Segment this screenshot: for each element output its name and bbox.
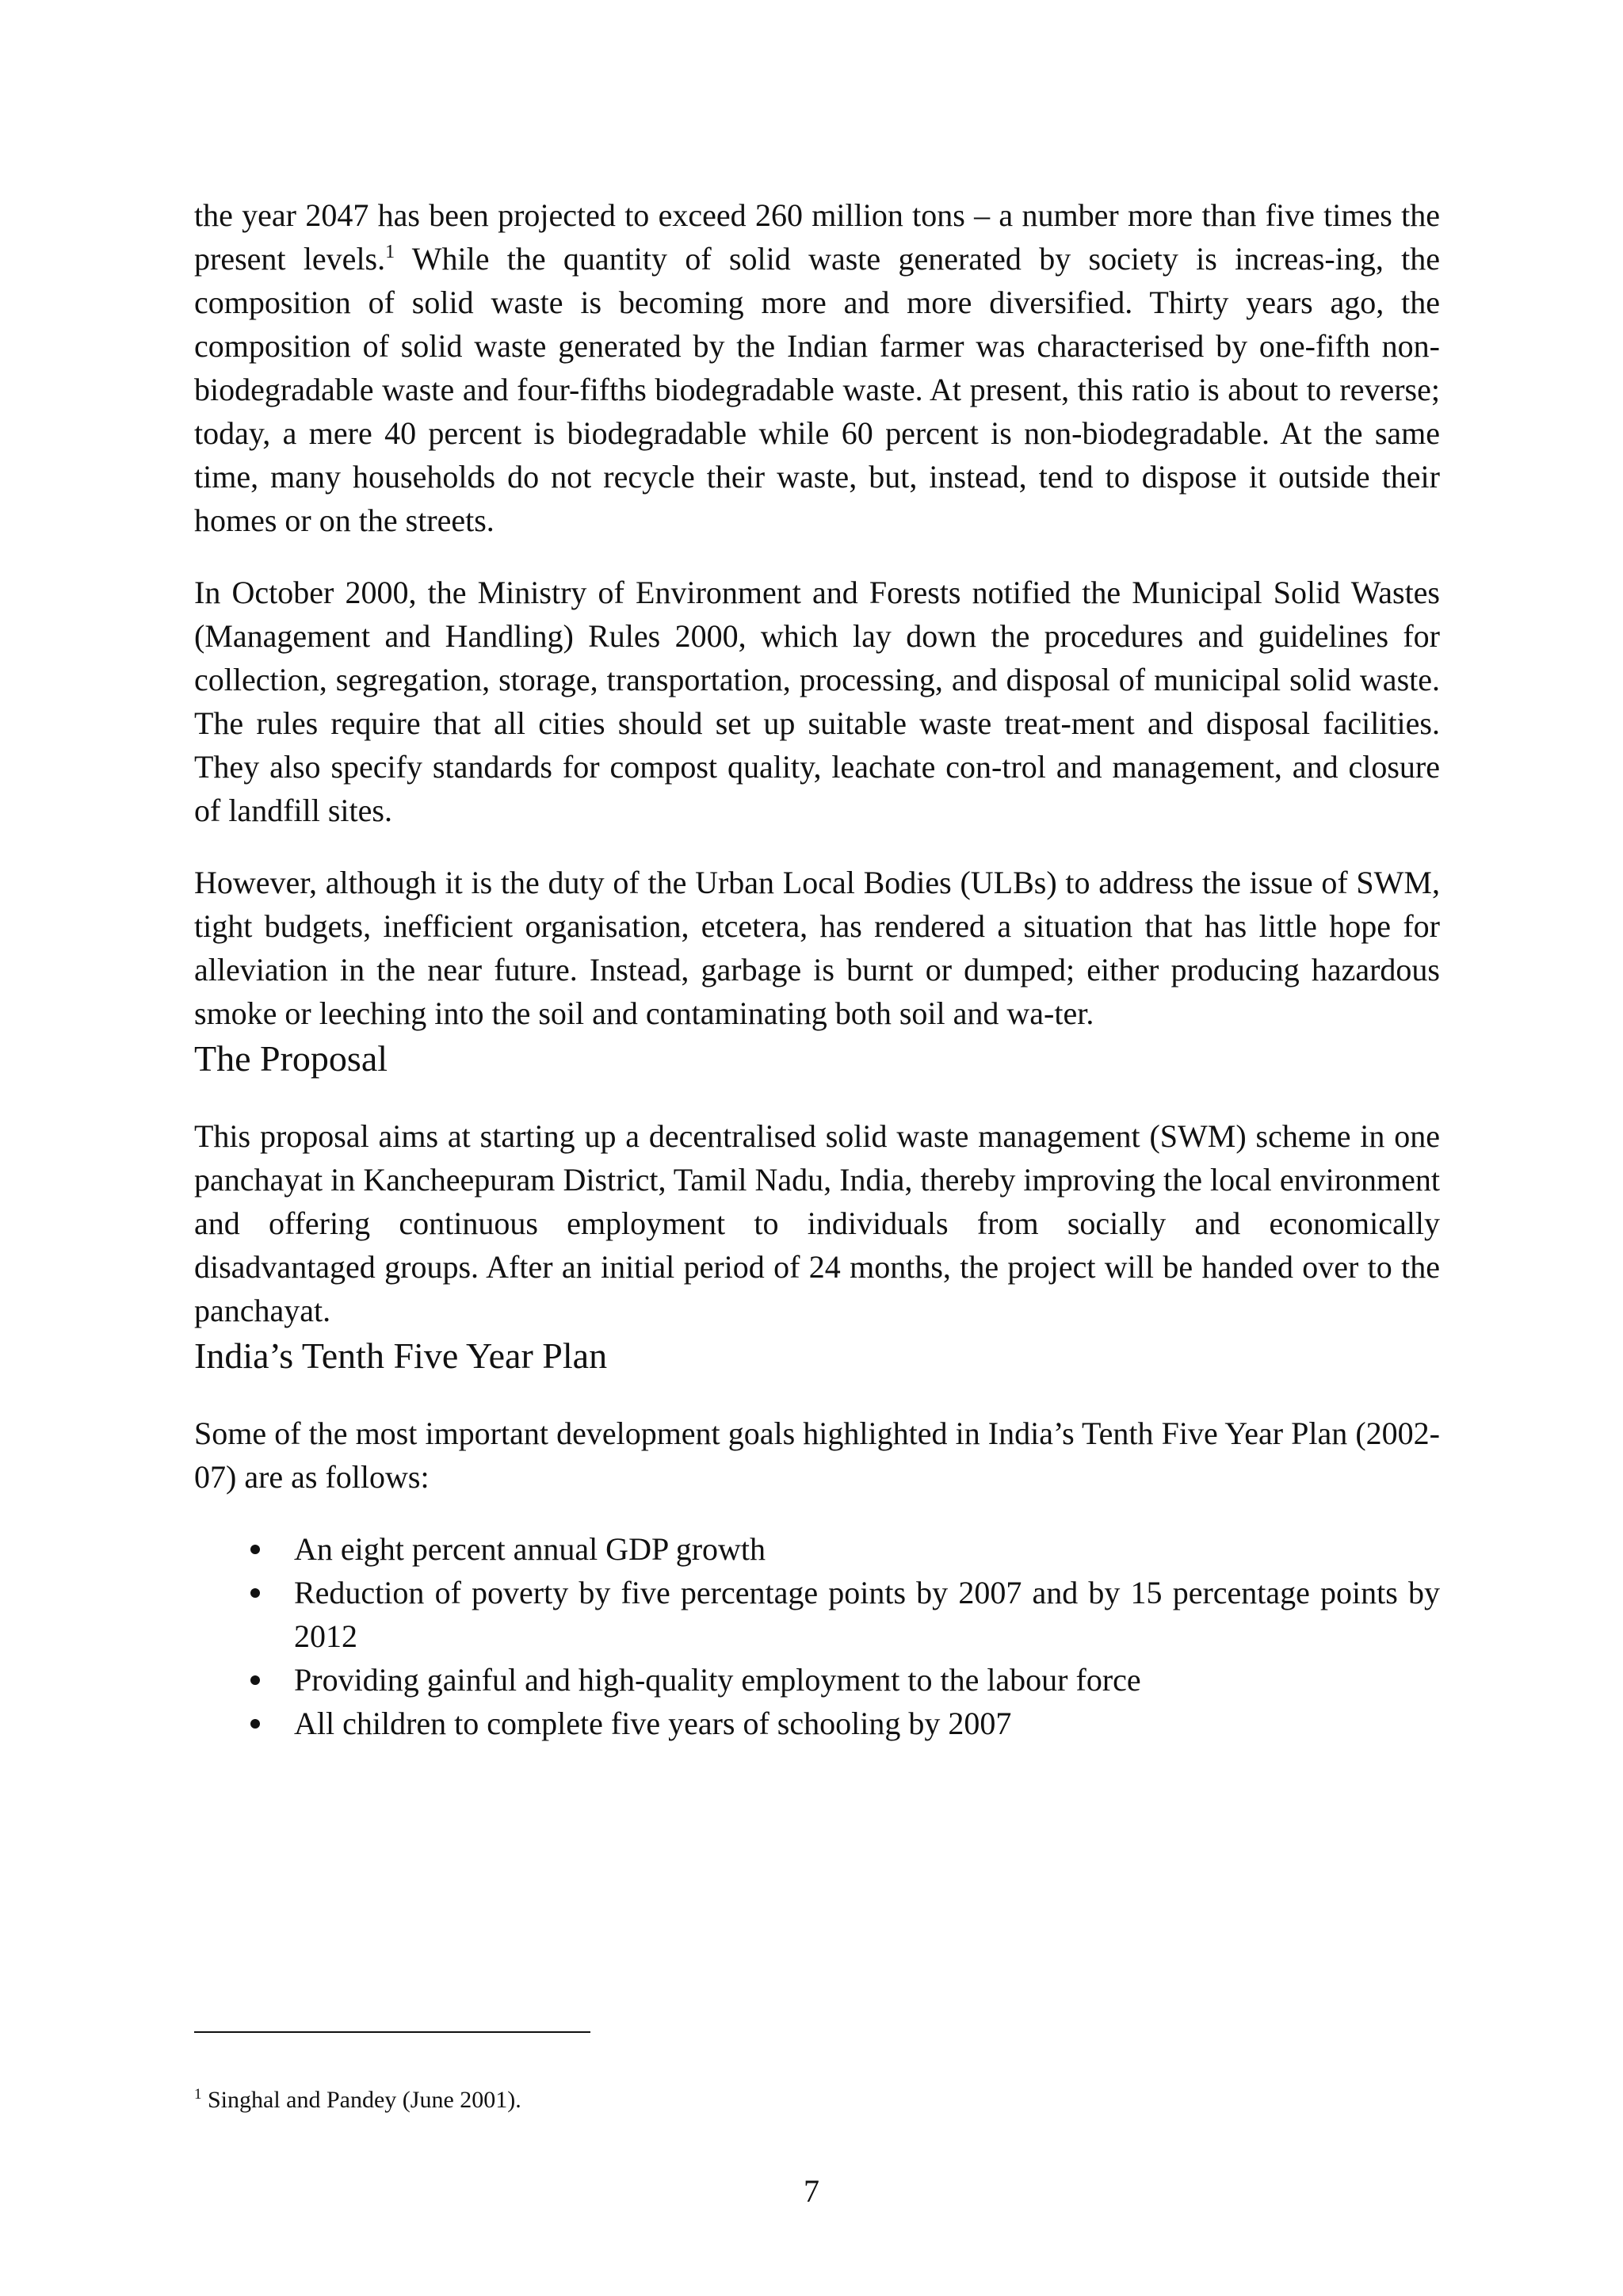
goal-text: An eight percent annual GDP growth: [294, 1531, 766, 1567]
bullet-icon: [250, 1588, 260, 1598]
footnote-divider: [194, 2031, 590, 2033]
section-heading-proposal: The Proposal: [194, 1038, 388, 1079]
list-item: [194, 1702, 1440, 1745]
body-paragraph-3: However, although it is the duty of the Urban Local Bodies (ULBs) to address the issue of SWM, tight budgets, inefficient organisation, etcetera, has rendered a situation that has little hope for alleviation in the near future. Instead, garbage is burnt or dumped; either producing hazardous smoke or leeching into the soil and contaminating both soil and wa-ter.: [194, 865, 1440, 1031]
bullet-icon: [250, 1719, 260, 1729]
list-item: [194, 1658, 1440, 1702]
list-item: [194, 1527, 1440, 1571]
body-paragraph-1: [194, 193, 1440, 542]
section-heading-tenth-plan: India’s Tenth Five Year Plan: [194, 1335, 608, 1376]
footnote-text: Singhal and Pandey (June 2001).: [201, 2087, 521, 2113]
paragraph-1-text-end: While the quantity of solid waste generated by society is increas-ing, the composition of solid waste is becoming more and more diversified. Thirty years ago, the composition of solid waste generated by the Indian farmer was characterised by one-fifth non-biodegradable waste and four-fifths biodegradable waste. At present, this ratio is about to reverse; today, a mere 40 percent is biodegradable while 60 percent is non-biodegradable. At the same time, many households do not recycle their waste, but, instead, tend to dispose it outside their homes or on the streets.: [194, 241, 1440, 538]
plan-intro-paragraph: Some of the most important development goals highlighted in India’s Tenth Five Year Plan (2002-07) are as follows:: [194, 1415, 1440, 1495]
footnote-reference[interactable]: 1: [385, 242, 395, 262]
goal-text: Reduction of poverty by five percentage points by 2007 and by 15 percentage points by 2012: [294, 1575, 1440, 1654]
page-content: [194, 193, 1440, 1745]
body-paragraph-2: In October 2000, the Ministry of Environment and Forests notified the Municipal Solid Wastes (Management and Handling) Rules 2000, which lay down the procedures and guidelines for collection, segregation, storage, transportation, processing, and disposal of municipal solid waste. The rules require that all cities should set up suitable waste treat-ment and disposal facilities. They also specify standards for compost quality, leachate con-trol and management, and closure of landfill sites.: [194, 575, 1440, 828]
page-number: 7: [804, 2173, 819, 2209]
list-item: [194, 1571, 1440, 1658]
goal-text: All children to complete five years of schooling by 2007: [294, 1706, 1012, 1741]
footnote-marker: 1: [194, 2086, 202, 2103]
goal-text: Providing gainful and high-quality employment to the labour force: [294, 1662, 1141, 1698]
proposal-paragraph: This proposal aims at starting up a decentralised solid waste management (SWM) scheme in one panchayat in Kancheepuram District, Tamil Nadu, India, thereby improving the local environment and offering continuous employment to individuals from socially and economically disadvantaged groups. After an initial period of 24 months, the project will be handed over to the panchayat.: [194, 1118, 1440, 1328]
paragraph-1-text-start: the year 2047 has been projected to exceed 260 million tons – a number more than five times the present levels.: [194, 197, 1440, 277]
bullet-icon: [250, 1675, 260, 1685]
bullet-icon: [250, 1545, 260, 1554]
footnote: [194, 2084, 521, 2116]
goals-list: [194, 1527, 1440, 1745]
